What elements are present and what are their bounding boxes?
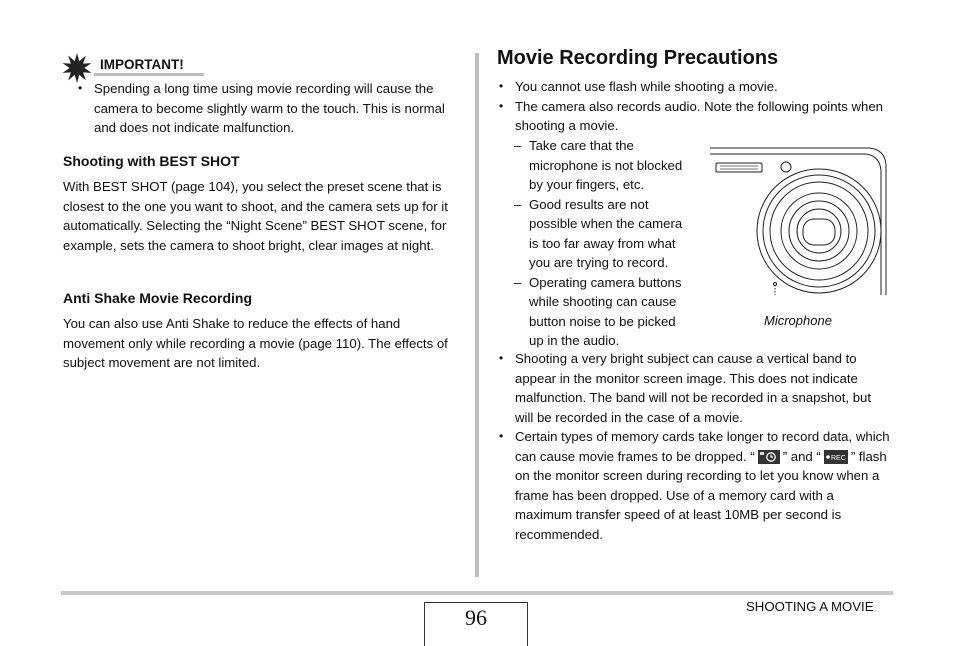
- best-shot-heading: Shooting with BEST SHOT: [63, 153, 240, 169]
- list-item: – Operating camera buttons while shooting can cause button noise to be picked up in the audio.: [513, 273, 693, 351]
- best-shot-paragraph: With BEST SHOT (page 104), you select the preset scene that is closest to the one you want to shoot, and the camera sets up for it automatically. Selecting the “Night Scene” BEST SHOT scene, for example, sets the camera to shoot bright, clear images at night.: [63, 179, 448, 253]
- list-item: • Shooting a very bright subject can cause a vertical band to appear in the monitor screen image. This does not indicate malfunction. The band will not be recorded in a snapshot, but will be recorded in the case of a movie.: [497, 349, 892, 427]
- page-title: Movie Recording Precautions: [497, 47, 779, 69]
- rec-icon: [824, 450, 848, 464]
- footer-rule: [61, 591, 893, 595]
- precautions-list-top: [497, 77, 892, 136]
- column-divider: [475, 53, 479, 577]
- anti-shake-paragraph: You can also use Anti Shake to reduce the effects of hand movement only while recording a movie (page 110). The effects of subject movement are not limited.: [63, 316, 448, 370]
- list-item: • You cannot use flash while shooting a movie.: [497, 77, 892, 97]
- memory-text-part2: ” and “: [782, 448, 821, 464]
- list-item: – Good results are not possible when the camera is too far away from what you are trying to record.: [513, 195, 693, 273]
- list-item-memory-card: [497, 427, 892, 544]
- microphone-caption: Microphone: [764, 313, 832, 328]
- footer-section-name: SHOOTING A MOVIE: [746, 599, 874, 614]
- page-number: 96: [465, 605, 487, 630]
- important-bullet-list: [76, 79, 461, 138]
- important-underline: [94, 73, 204, 76]
- anti-shake-heading: Anti Shake Movie Recording: [63, 290, 253, 306]
- precautions-list-bottom: [497, 349, 892, 544]
- list-item: • Spending a long time using movie recording will cause the camera to become slightly warm to the touch. This is normal and does not indicate malfunction.: [76, 79, 461, 138]
- list-item: – Take care that the microphone is not blocked by your fingers, etc.: [513, 136, 693, 195]
- memory-text-part1: Certain types of memory cards take longer to record data, which can cause movie frames to be dropped. “: [515, 429, 890, 464]
- important-label: IMPORTANT!: [100, 57, 184, 72]
- list-item: • The camera also records audio. Note the following points when shooting a movie.: [497, 97, 892, 136]
- rec-icon-label: REC: [830, 454, 846, 462]
- camera-microphone-illustration: [708, 145, 890, 297]
- memory-text-part3: ” flash on the monitor screen during recording to let you know when a frame has been dropped. Use of a memory card with a maximum transfer speed of at least 10MB per second is recommended.: [515, 448, 887, 542]
- memory-card-warning-icon: [758, 450, 780, 464]
- audio-points-list: [513, 136, 693, 351]
